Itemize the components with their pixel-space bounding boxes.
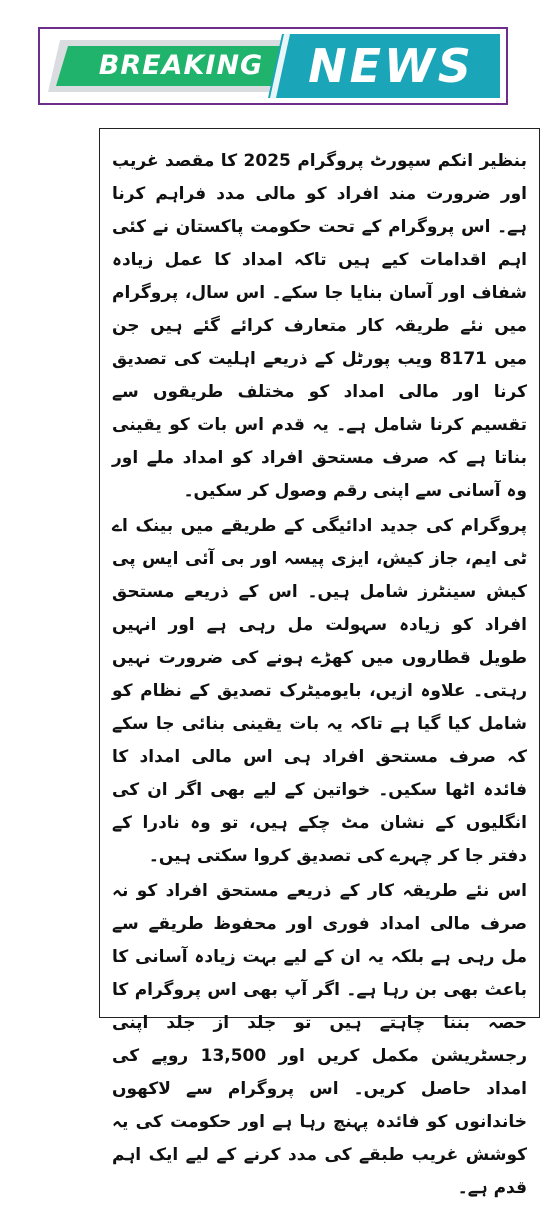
- breaking-label: BREAKING: [98, 50, 264, 81]
- article-paragraph-3: اس نئے طریقہ کار کے ذریعے مستحق افراد کو نہ صرف مالی امداد فوری اور محفوظ طریقے سے مل رہی ہے بلکہ یہ ان کے لیے بہت زیادہ آسانی کا باعث بھی بن رہا ہے۔ اگر آپ بھی اس پروگرام کا حصہ بننا چاہتے ہیں تو جلد از جلد اپنی رجسٹریشن مکمل کریں اور 13,500 روپے کی امداد حاصل کریں۔ اس پروگرام سے لاکھوں خاندانوں کو فائدہ پہنچ رہا ہے اور حکومت کی یہ کوشش غریب طبقے کی مدد کرنے کے لیے ایک اہم قدم ہے۔: [112, 881, 527, 1198]
- article-paragraph-1: بنظیر انکم سپورٹ پروگرام 2025 کا مقصد غریب اور ضرورت مند افراد کو مالی مدد فراہم کرنا ہے۔ اس پروگرام کے تحت حکومت پاکستان نے کئی اہم اقدامات کیے ہیں تاکہ امداد کا عمل زیادہ شفاف اور آسان بنایا جا سکے۔ اس سال، پروگرام میں نئے طریقہ کار متعارف کرائے گئے ہیں جن میں 8171 ویب پورٹل کے ذریعے اہلیت کی تصدیق کرنا اور مالی امداد کو مختلف طریقوں سے تقسیم کرنا شامل ہے۔ یہ قدم اس بات کو یقینی بناتا ہے کہ صرف مستحق افراد کو امداد ملے اور وہ آسانی سے اپنی رقم وصول کر سکیں۔: [112, 151, 527, 501]
- breaking-news-banner: [38, 27, 508, 105]
- news-label: NEWS: [308, 39, 474, 93]
- article-paragraph-2: پروگرام کی جدید ادائیگی کے طریقے میں بینک اے ٹی ایم، جاز کیش، ایزی پیسہ اور بی آئی ایس پی کیش سینٹرز شامل ہیں۔ اس کے ذریعے مستحق افراد کو زیادہ سہولت مل رہی ہے اور انہیں طویل قطاروں میں کھڑے ہونے کی ضرورت نہیں رہتی۔ علاوہ ازیں، بایومیٹرک تصدیق کے نظام کو شامل کیا گیا ہے تاکہ یہ بات یقینی بنائی جا سکے کہ صرف مستحق افراد ہی اس مالی امداد کا فائدہ اٹھا سکیں۔ خواتین کے لیے بھی اگر ان کی انگلیوں کے نشان مٹ چکے ہیں، تو وہ نادرا کے دفتر جا کر چہرے کی تصدیق کروا سکتی ہیں۔: [112, 516, 527, 866]
- article-box: [99, 128, 540, 1198]
- article-body: [112, 145, 527, 1198]
- banner-graphic: [46, 34, 500, 98]
